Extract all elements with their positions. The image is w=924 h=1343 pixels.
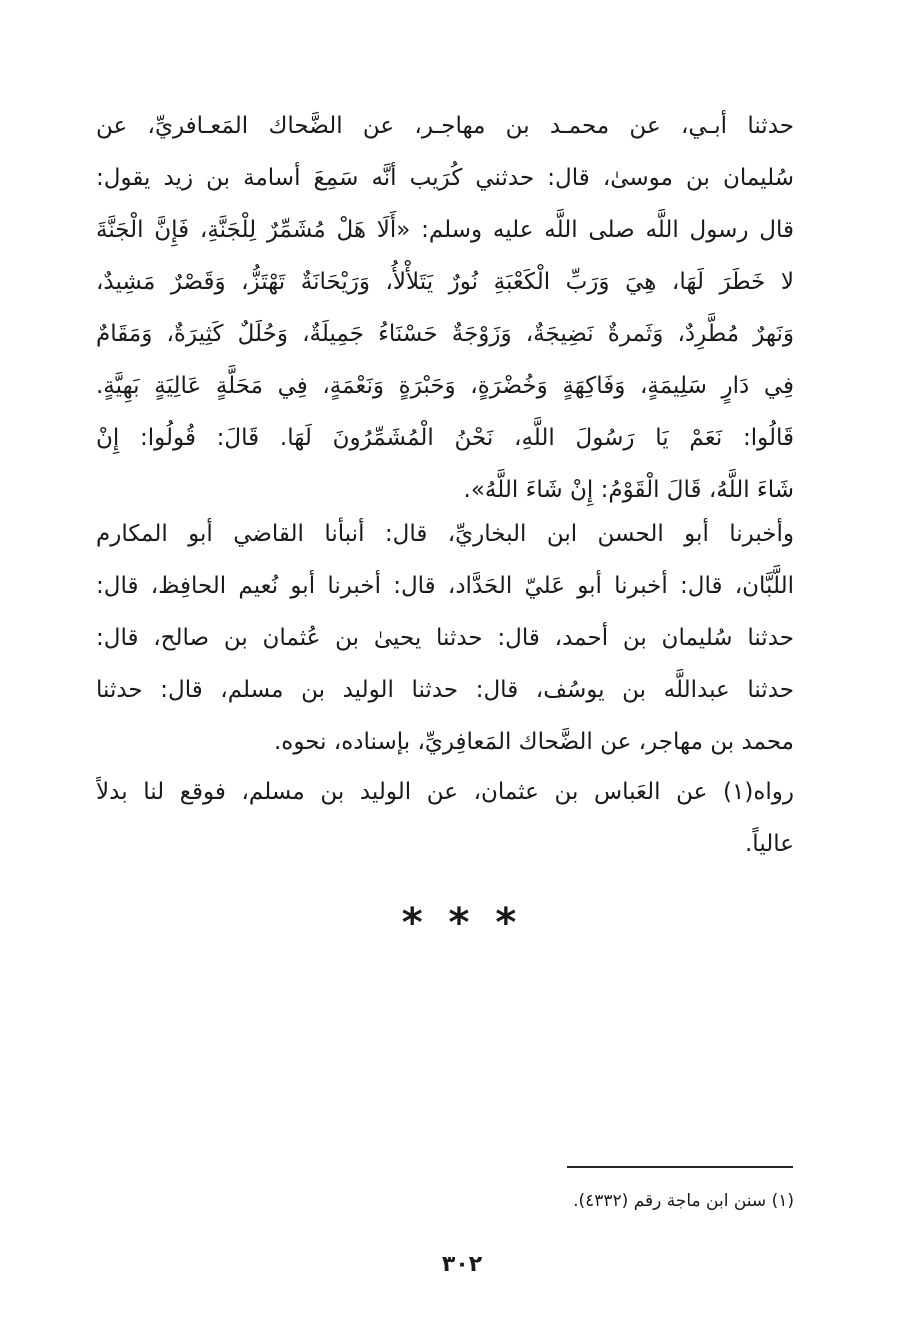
text-line: حدثنا سُليمان بن أحمد، قال: حدثنا يحيىٰ بن عُثمان بن صالح، قال: — [96, 625, 794, 651]
text-line: فِي دَارٍ سَلِيمَةٍ، وَفَاكِهَةٍ وَخُضْرَةٍ، وَحَبْرَةٍ وَنَعْمَةٍ، فِي مَحَلَّةٍ عَالِيَةٍ بَهِيَّةٍ. — [96, 373, 794, 399]
text-line: شَاءَ اللَّهُ، قَالَ الْقَوْمُ: إِنْ شَاءَ اللَّهُ». — [463, 477, 794, 503]
text-line: قال رسول اللَّه صلى اللَّه عليه وسلم: «أَلَا هَلْ مُشَمِّرٌ لِلْجَنَّةِ، فَإِنَّ الْجَنَّةَ — [96, 217, 794, 243]
text-line: وَنَهرٌ مُطَّرِدٌ، وَثَمرةٌ نَضِيجَةٌ، وَزَوْجَةٌ حَسْنَاءُ جَمِيلَةٌ، وَحُلَلٌ كَثِيرَةٌ، وَمَقَامٌ — [96, 321, 794, 347]
text-line: محمد بن مهاجر، عن الضَّحاك المَعافِريِّ، بإسناده، نحوه. — [273, 729, 794, 755]
page-number: ٣٠٢ — [441, 1252, 483, 1277]
footnote-divider — [567, 1166, 793, 1168]
text-line: سُليمان بن موسىٰ، قال: حدثني كُرَيب أنَّه سَمِعَ أسامة بن زيد يقول: — [96, 165, 794, 191]
text-line: وأخبرنا أبو الحسن ابن البخاريِّ، قال: أنبأنا القاضي أبو المكارم — [96, 521, 794, 547]
text-line: اللَّبَّان، قال: أخبرنا أبو عَليّ الحَدَّاد، قال: أخبرنا أبو نُعيم الحافِظ، قال: — [96, 573, 794, 599]
isnad-paragraph — [96, 508, 794, 768]
footnote: (١) سنن ابن ماجة رقم (٤٣٣٢). — [573, 1191, 794, 1211]
text-line: حدثنا أبـي، عن محمـد بن مهاجـر، عن الضَّحاك المَعـافريِّ، عن — [96, 113, 794, 139]
text-line: عالياً. — [745, 831, 794, 857]
section-separator: * * * — [401, 900, 523, 946]
text-line: قَالُوا: نَعَمْ يَا رَسُولَ اللَّهِ، نَحْنُ الْمُشَمِّرُونَ لَهَا. قَالَ: قُولُوا: إِنْ — [96, 425, 794, 451]
narration-paragraph — [96, 766, 794, 870]
hadith-paragraph — [96, 100, 794, 516]
text-line: لا خَطَرَ لَهَا، هِيَ وَرَبِّ الْكَعْبَةِ نُورٌ يَتَلأْلأُ، وَرَيْحَانَةٌ تَهْتَزُّ، وَقَصْرٌ مَشِيدٌ، — [96, 269, 794, 295]
text-line: رواه(١) عن العَباس بن عثمان، عن الوليد بن مسلم، فوقع لنا بدلاً — [96, 779, 794, 805]
text-line: حدثنا عبداللَّه بن يوسُف، قال: حدثنا الوليد بن مسلم، قال: حدثنا — [96, 677, 794, 703]
